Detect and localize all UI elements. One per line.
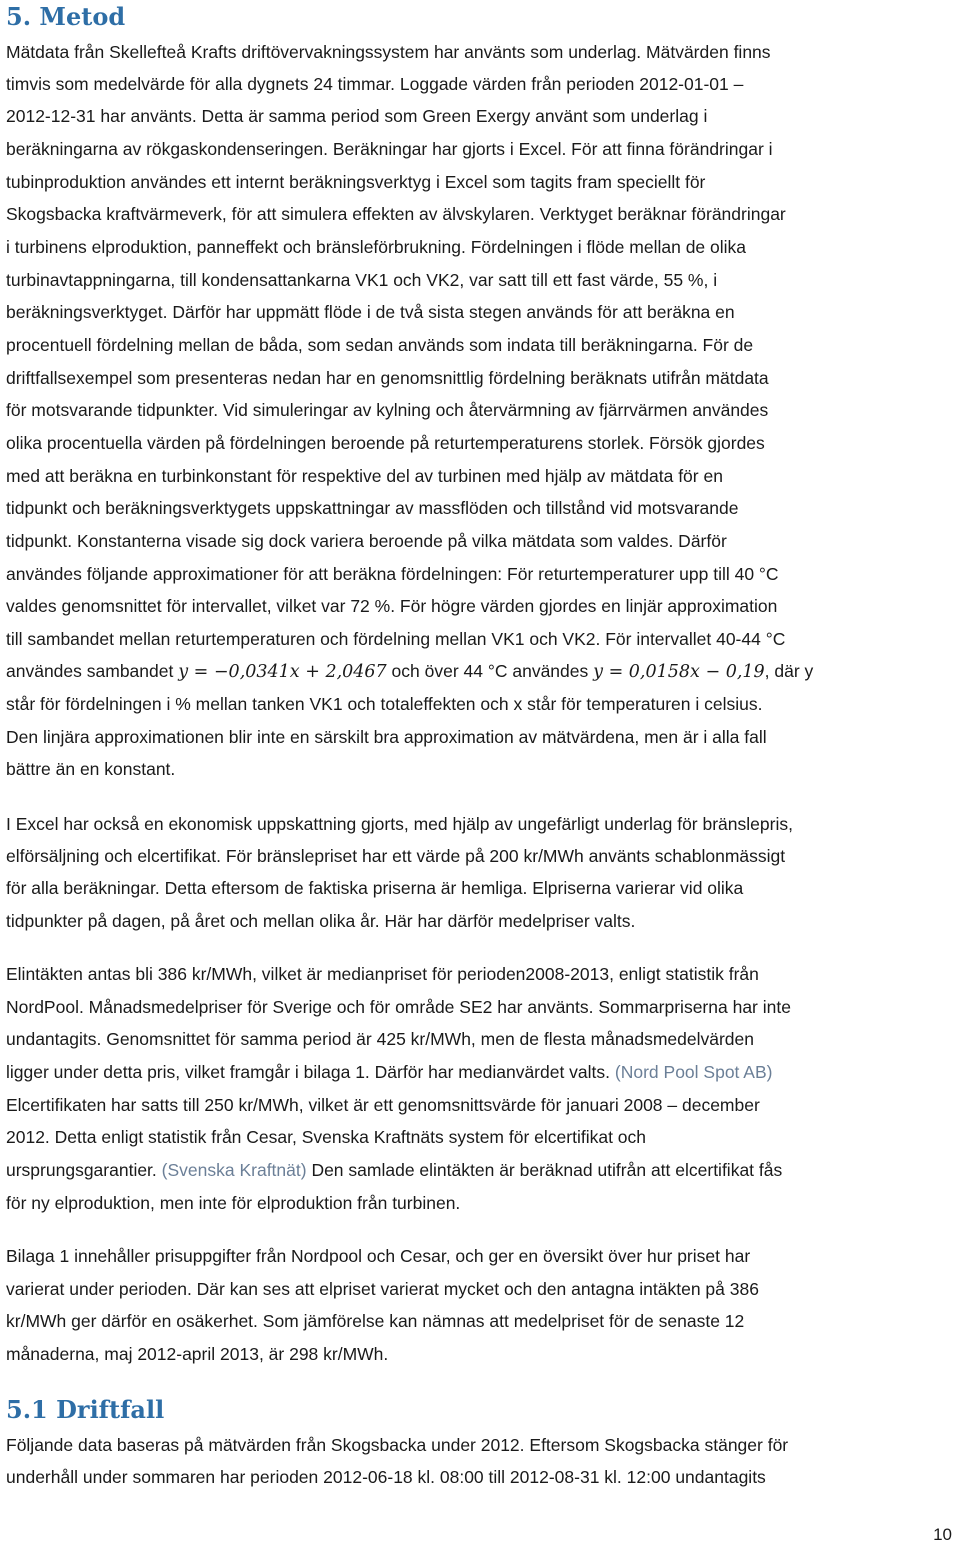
text-line: beräkningarna av rökgaskondenseringen. Beräkningar har gjorts i Excel. För att finna förändringar i — [6, 139, 773, 159]
text-line: Bilaga 1 innehåller prisuppgifter från Nordpool och Cesar, och ger en översikt över hur priset har — [6, 1246, 751, 1266]
text-span: och över 44 °C användes — [386, 661, 594, 681]
text-line: står för fördelningen i % mellan tanken VK1 och totaleffekten och x står för temperaturen i celsius. — [6, 694, 763, 714]
text-line: tubinproduktion användes ett internt beräkningsverktyg i Excel som tagits fram speciellt för — [6, 172, 706, 192]
text-line: Följande data baseras på mätvärden från Skogsbacka under 2012. Eftersom Skogsbacka stänger för — [6, 1435, 789, 1455]
text-line: 2012. Detta enligt statistik från Cesar, Svenska Kraftnäts system för elcertifikat och — [6, 1127, 647, 1147]
text-span: ligger under detta pris, vilket framgår i bilaga 1. Därför har medianvärdet valts. — [6, 1062, 615, 1082]
text-line-with-equations — [6, 659, 813, 684]
text-line: 2012-12-31 har använts. Detta är samma period som Green Exergy använt som underlag i — [6, 106, 708, 126]
text-line: elförsäljning och elcertifikat. För bränslepriset har ett värde på 200 kr/MWh använts schablonmässigt — [6, 846, 786, 866]
text-line: Skogsbacka kraftvärmeverk, för att simulera effekten av älvskylaren. Verktyget beräknar förändringar — [6, 204, 786, 224]
text-line: till sambandet mellan returtemperaturen och fördelning mellan VK1 och VK2. För intervallet 40-44 °C — [6, 629, 786, 649]
equation-linear-over-44: y = 0,0158x − 0,19 — [593, 662, 765, 682]
text-span: ursprungsgarantier. — [6, 1160, 162, 1180]
text-line: kr/MWh ger därför en osäkerhet. Som jämförelse kan nämnas att medelpriset för de senaste 12 — [6, 1311, 745, 1331]
text-line: turbinavtappningarna, till kondensattankarna VK1 och VK2, var satt till ett fast värde, 55 %, i — [6, 270, 718, 290]
citation-nord-pool: (Nord Pool Spot AB) — [614, 1062, 773, 1082]
text-line: för alla beräkningar. Detta eftersom de faktiska priserna är hemliga. Elpriserna varierar vid olika — [6, 878, 744, 898]
text-line: driftfallsexempel som presenteras nedan har en genomsnittlig fördelning beräknats utifrån mätdata — [6, 368, 769, 388]
text-line: tidpunkter på dagen, på året och mellan olika år. Här har därför medelpriser valts. — [6, 911, 636, 931]
text-span: , där y — [764, 661, 814, 681]
text-line: valdes genomsnittet för intervallet, vilket var 72 %. För högre värden gjordes en linjär approximation — [6, 596, 778, 616]
text-line: undantagits. Genomsnittet för samma period är 425 kr/MWh, men de flesta månadsmedelvärden — [6, 1029, 755, 1049]
text-line: med att beräkna en turbinkonstant för respektive del av turbinen med hjälp av mätdata för en — [6, 466, 723, 486]
text-line — [6, 1060, 772, 1084]
equation-linear-40-44: y = −0,0341x + 2,0467 — [178, 662, 387, 682]
text-line: olika procentuella värden på fördelningen beroende på returtemperaturens storlek. Försök gjordes — [6, 433, 765, 453]
text-line: NordPool. Månadsmedelpriser för Sverige och för område SE2 har använts. Sommarpriserna har inte — [6, 997, 791, 1017]
text-line: beräkningsverktyget. Därför har uppmätt flöde i de två sista stegen används för att beräkna en — [6, 302, 735, 322]
text-span: Den samlade elintäkten är beräknad utifrån att elcertifikat fås — [306, 1160, 783, 1180]
text-span: användes sambandet — [6, 661, 179, 681]
text-line: tidpunkt och beräkningsverktygets uppskattningar av massflöden och tillstånd vid motsvarande — [6, 498, 739, 518]
text-line: varierat under perioden. Där kan ses att elpriset varierat mycket och den antagna intäkten på 386 — [6, 1279, 759, 1299]
page-number: 10 — [933, 1525, 952, 1544]
section-heading-metod: 5. Metod — [6, 2, 126, 31]
text-line: timvis som medelvärde för alla dygnets 24 timmar. Loggade värden från perioden 2012-01-01 – — [6, 74, 744, 94]
text-line: för motsvarande tidpunkter. Vid simuleringar av kylning och återvärmning av fjärrvärmen användes — [6, 400, 769, 420]
text-line: procentuell fördelning mellan de båda, som sedan används som indata till beräkningarna. För de — [6, 335, 754, 355]
citation-svenska-kraftnat: (Svenska Kraftnät) — [161, 1160, 307, 1180]
text-line: i turbinens elproduktion, panneffekt och bränsleförbrukning. Fördelningen i flöde mellan de olika — [6, 237, 747, 257]
section-heading-driftfall: 5.1 Driftfall — [6, 1395, 165, 1424]
text-line: underhåll under sommaren har perioden 2012-06-18 kl. 08:00 till 2012-08-31 kl. 12:00 undantagits — [6, 1467, 766, 1487]
text-line: Elcertifikaten har satts till 250 kr/MWh, vilket är ett genomsnittsvärde för januari 2008 – december — [6, 1095, 760, 1115]
text-line: månaderna, maj 2012-april 2013, är 298 kr/MWh. — [6, 1344, 389, 1364]
text-line: för ny elproduktion, men inte för elproduktion från turbinen. — [6, 1193, 461, 1213]
text-line: Mätdata från Skellefteå Krafts driftövervakningssystem har använts som underlag. Mätvärden finns — [6, 42, 771, 62]
text-line: Elintäkten antas bli 386 kr/MWh, vilket är medianpriset för perioden2008-2013, enligt statistik från — [6, 964, 759, 984]
text-line: tidpunkt. Konstanterna visade sig dock variera beroende på vilka mätdata som valdes. Därför — [6, 531, 727, 551]
text-line — [6, 1158, 782, 1182]
text-line: I Excel har också en ekonomisk uppskattning gjorts, med hjälp av ungefärligt underlag för bränslepris, — [6, 814, 793, 834]
text-line: Den linjära approximationen blir inte en särskilt bra approximation av mätvärdena, men är i alla fall — [6, 727, 767, 747]
text-line: bättre än en konstant. — [6, 759, 176, 779]
text-line: användes följande approximationer för att beräkna fördelningen: För returtemperaturer upp till 40 °C — [6, 564, 779, 584]
